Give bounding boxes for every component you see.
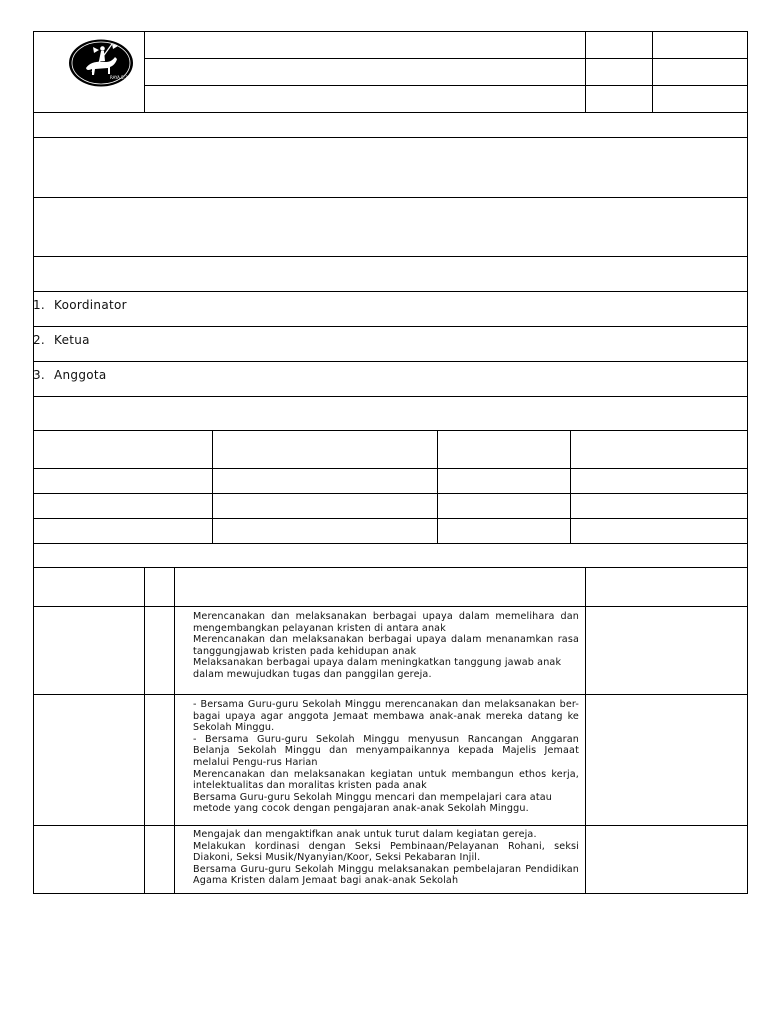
section-rule bbox=[33, 256, 748, 257]
table-column-divider bbox=[212, 430, 213, 543]
section-rule bbox=[33, 396, 748, 397]
member-number: 1. bbox=[33, 298, 46, 312]
task-line: Merencanakan dan melaksanakan berbagai upaya dalam memelihara dan mengembangkan pelayanan kristen di antara anak bbox=[193, 611, 579, 634]
header-rule bbox=[144, 85, 748, 86]
task-line: Merencanakan dan melaksanakan berbagai upaya dalam menanamkan rasa tanggungjawab kristen pada kehidupan anak bbox=[193, 634, 579, 657]
task-row-rule bbox=[33, 606, 748, 607]
task-column-divider bbox=[144, 567, 145, 893]
task-cell bbox=[193, 699, 579, 823]
task-line: Bersama Guru-guru Sekolah Minggu mencari dan mempelajari cara atau metode yang cocok dengan pengajaran anak-anak Sekolah Minggu. bbox=[193, 791, 553, 815]
frame-right bbox=[747, 31, 748, 894]
member-label: Koordinator bbox=[54, 298, 127, 312]
section-rule bbox=[33, 430, 748, 431]
task-line: Bersama Guru-guru Sekolah Minggu melaksanakan pembelajaran Pendidikan Agama Kristen dalam Jemaat bagi anak-anak Sekolah bbox=[193, 863, 579, 887]
task-line: - Bersama Guru-guru Sekolah Minggu merencanakan dan melaksanakan ber-bagai upaya agar anggota Jemaat membawa anak-anak mereka datang ke Sekolah Minggu. bbox=[193, 699, 579, 734]
task-row-rule bbox=[33, 825, 748, 826]
section-rule bbox=[33, 112, 748, 113]
frame-top bbox=[33, 31, 748, 32]
header-divider bbox=[585, 31, 586, 112]
task-row-rule bbox=[33, 694, 748, 695]
logo-graphic bbox=[68, 38, 134, 88]
section-rule bbox=[33, 291, 748, 292]
member-label: Ketua bbox=[54, 333, 90, 347]
header-divider bbox=[652, 31, 653, 112]
member-label: Anggota bbox=[54, 368, 107, 382]
church-emblem-icon bbox=[68, 38, 134, 93]
section-rule bbox=[33, 326, 748, 327]
task-column-divider bbox=[585, 567, 586, 893]
member-number: 3. bbox=[33, 368, 46, 382]
section-rule bbox=[33, 361, 748, 362]
task-line: Melaksanakan berbagai upaya dalam meningkatkan tanggung jawab anak dalam mewujudkan tugas dan panggilan gereja. bbox=[193, 657, 562, 680]
section-rule bbox=[33, 543, 748, 544]
task-line: - Bersama Guru-guru Sekolah Minggu menyusun Rancangan Anggaran Belanja Sekolah Minggu dan menyampaikannya kepada Majelis Jemaat melalui Pengu-rus Harian bbox=[193, 733, 579, 768]
table-row-rule bbox=[33, 468, 748, 469]
task-line: Mengajak dan mengaktifkan anak untuk turut dalam kegiatan gereja. bbox=[193, 829, 537, 840]
member-number: 2. bbox=[33, 333, 46, 347]
task-line: Melakukan kordinasi dengan Seksi Pembinaan/Pelayanan Rohani, seksi Diakoni, Seksi Musik/Nyanyian/Koor, Seksi Pekabaran Injil. bbox=[193, 840, 579, 864]
task-line: Merencanakan dan melaksanakan kegiatan untuk membangun ethos kerja, intelektualitas dan moralitas kristen pada anak bbox=[193, 768, 579, 792]
frame-bottom bbox=[33, 893, 748, 894]
table-row-rule bbox=[33, 518, 748, 519]
table-column-divider bbox=[570, 430, 571, 543]
task-cell bbox=[193, 611, 579, 691]
frame-left bbox=[33, 31, 34, 894]
section-rule bbox=[33, 567, 748, 568]
header-rule bbox=[144, 58, 748, 59]
task-column-divider bbox=[174, 567, 175, 893]
table-column-divider bbox=[437, 430, 438, 543]
table-row-rule bbox=[33, 493, 748, 494]
header-divider bbox=[144, 31, 145, 112]
logo-caption: RAYA 5:3 bbox=[110, 75, 128, 80]
task-cell bbox=[193, 829, 579, 891]
section-rule bbox=[33, 137, 748, 138]
section-rule bbox=[33, 197, 748, 198]
